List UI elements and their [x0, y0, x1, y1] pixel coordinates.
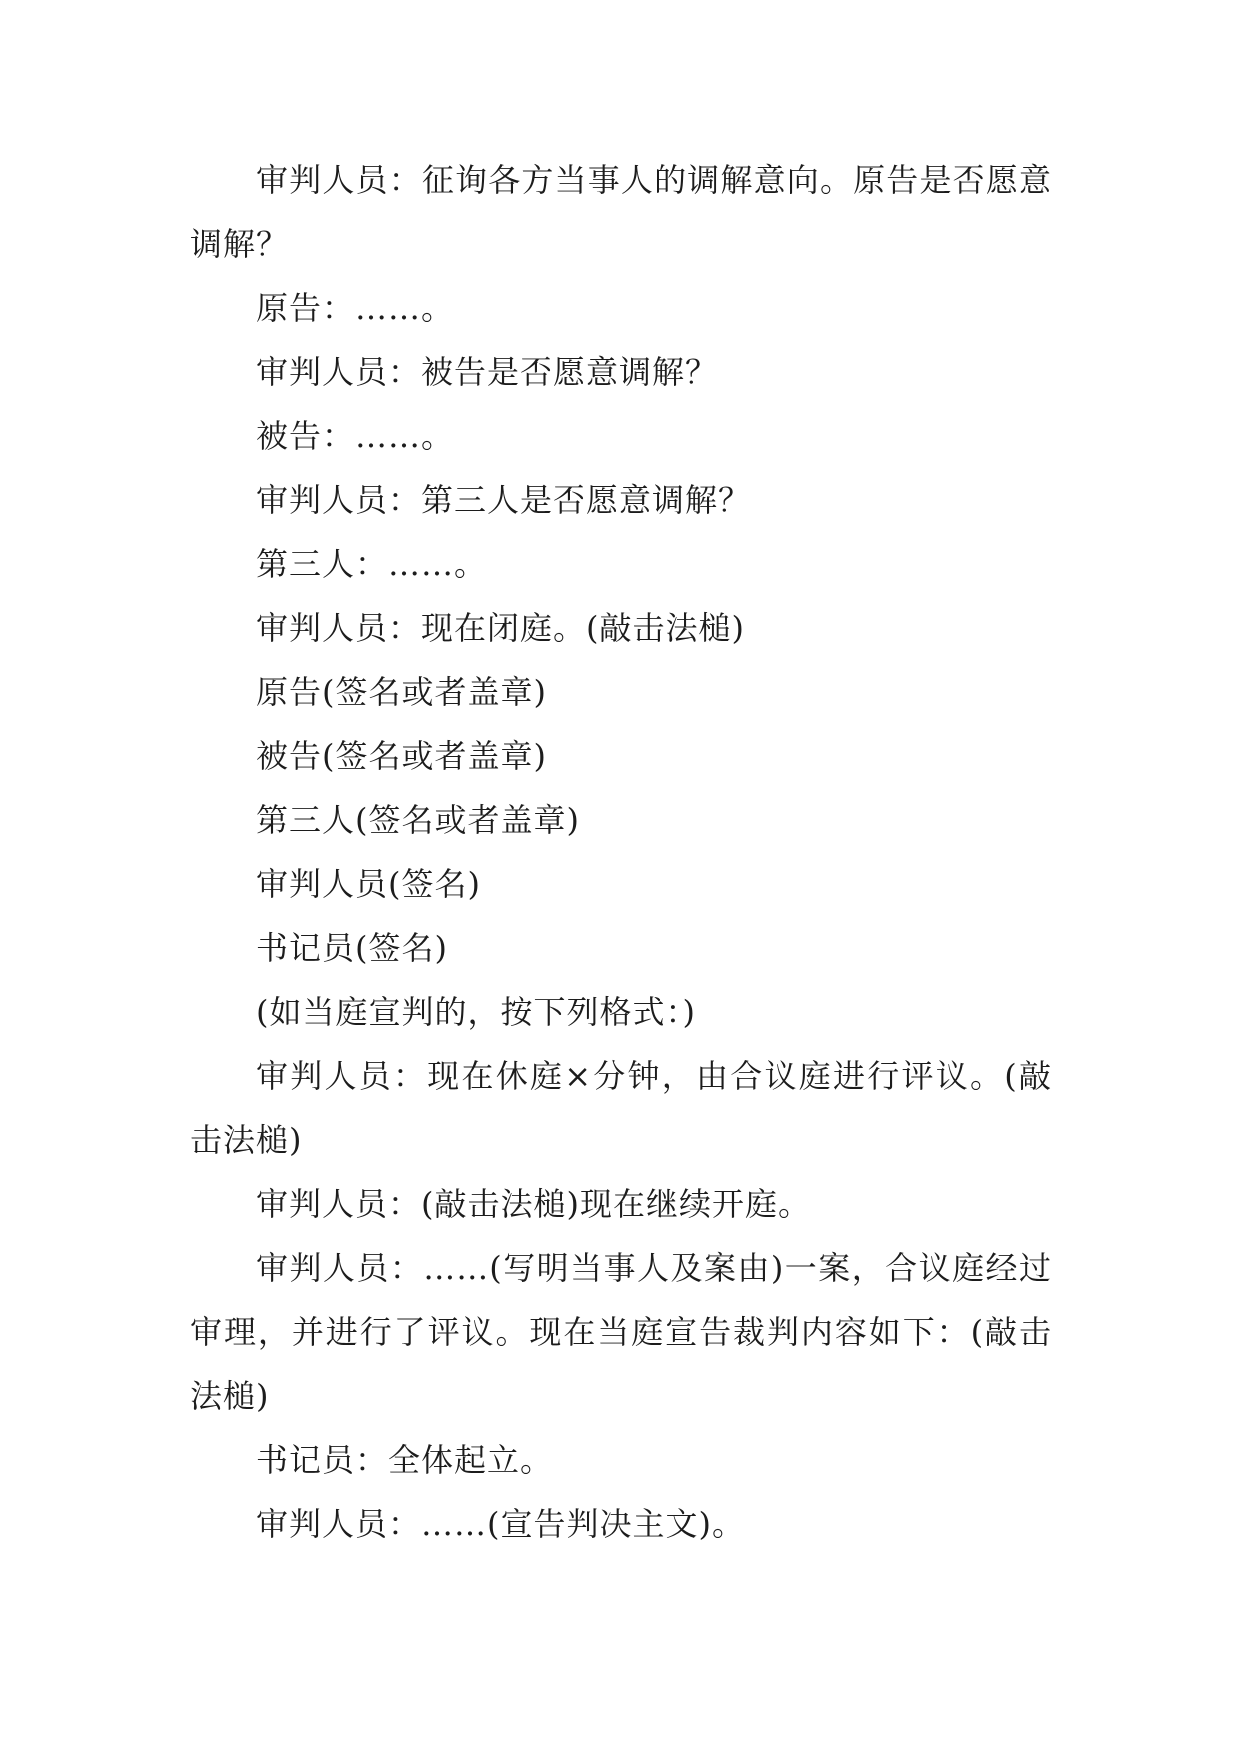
paragraph-plaintiff-reply: 原告：……。	[256, 289, 455, 327]
paragraph-clerk-signature: 书记员(签名)	[256, 929, 448, 967]
paragraph-third-party-reply: 第三人：……。	[256, 545, 488, 583]
paragraph-mediation-inquiry: 审判人员：征询各方当事人的调解意向。原告是否愿意调解？	[190, 161, 1052, 263]
paragraph-third-party-signature: 第三人(签名或者盖章)	[256, 801, 580, 839]
paragraph-recess: 审判人员：现在休庭×分钟，由合议庭进行评议。(敲击法槌)	[190, 1057, 1052, 1159]
paragraph-close-court: 审判人员：现在闭庭。(敲击法槌)	[256, 609, 745, 647]
document-page	[190, 148, 1052, 1556]
paragraph-ask-defendant: 审判人员：被告是否愿意调解？	[256, 353, 719, 391]
paragraph-judge-signature: 审判人员(签名)	[256, 865, 481, 903]
paragraph-verdict-format-note: (如当庭宣判的，按下列格式：)	[256, 993, 696, 1031]
paragraph-defendant-reply: 被告：……。	[256, 417, 455, 455]
paragraph-plaintiff-signature: 原告(签名或者盖章)	[256, 673, 547, 711]
paragraph-defendant-signature: 被告(签名或者盖章)	[256, 737, 547, 775]
paragraph-resume: 审判人员：(敲击法槌)现在继续开庭。	[256, 1185, 811, 1223]
paragraph-ask-third-party: 审判人员：第三人是否愿意调解？	[256, 481, 752, 519]
paragraph-announce-verdict: 审判人员：……(写明当事人及案由)一案，合议庭经过审理，并进行了评议。现在当庭宣告裁判内容如下：(敲击法槌)	[190, 1249, 1052, 1415]
paragraph-all-rise: 书记员：全体起立。	[256, 1441, 554, 1479]
paragraph-judgment-text: 审判人员：……(宣告判决主文)。	[256, 1505, 745, 1543]
